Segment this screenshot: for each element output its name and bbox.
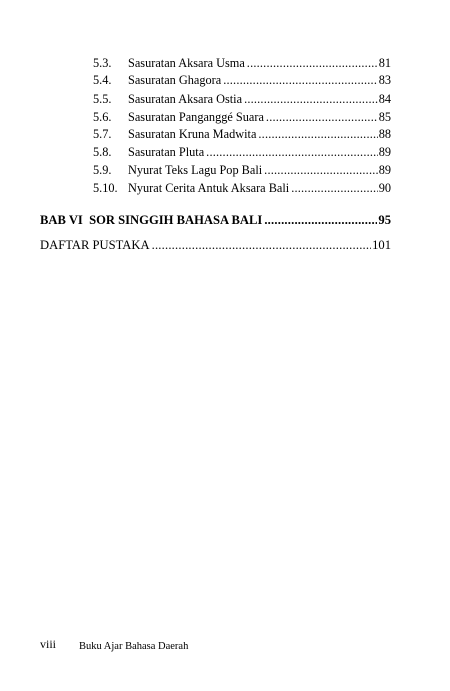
- toc-entry-5-5[interactable]: [93, 91, 391, 107]
- dot-leader: [152, 237, 372, 254]
- dot-leader: [223, 72, 377, 88]
- toc-entry-title: Nyurat Cerita Antuk Aksara Bali: [128, 181, 290, 195]
- page-number: viii: [40, 637, 57, 651]
- dot-leader: [264, 212, 377, 229]
- toc-bibliography-page: 101: [372, 238, 391, 252]
- toc-entry-5-9[interactable]: [93, 162, 391, 178]
- dot-leader: [264, 162, 378, 178]
- toc-bibliography[interactable]: [40, 237, 391, 254]
- dot-leader: [266, 109, 378, 125]
- toc-entry-title: Nyurat Teks Lagu Pop Bali: [128, 163, 263, 177]
- toc-entry-number: 5.9.: [93, 163, 112, 177]
- page-footer: [40, 636, 188, 652]
- toc-entry-page: 89: [378, 145, 391, 159]
- dot-leader: [247, 55, 378, 71]
- dot-leader: [258, 126, 377, 142]
- toc-entry-number: 5.4.: [93, 73, 112, 87]
- toc-chapter-6[interactable]: [40, 212, 391, 229]
- toc-entry-5-4[interactable]: [93, 72, 391, 88]
- toc-entry-number: 5.10.: [93, 181, 118, 195]
- toc-entry-5-3[interactable]: [93, 55, 391, 71]
- toc-bibliography-title: DAFTAR PUSTAKA: [40, 238, 150, 252]
- toc-entry-title: Sasuratan Ghagora: [128, 73, 222, 87]
- toc-entry-number: 5.3.: [93, 56, 112, 70]
- toc-entry-page: 88: [378, 127, 391, 141]
- toc-entry-number: 5.7.: [93, 127, 112, 141]
- toc-entry-title: Sasuratan Kruna Madwita: [128, 127, 257, 141]
- toc-chapter-title: BAB VI SOR SINGGIH BAHASA BALI: [40, 213, 263, 227]
- toc-entry-number: 5.8.: [93, 145, 112, 159]
- dot-leader: [206, 144, 378, 160]
- toc-entry-5-6[interactable]: [93, 109, 391, 125]
- toc-entry-number: 5.6.: [93, 110, 112, 124]
- dot-leader: [244, 91, 378, 107]
- toc-entry-page: 90: [378, 181, 391, 195]
- toc-entry-page: 89: [378, 163, 391, 177]
- toc-entry-5-10[interactable]: [93, 180, 391, 196]
- dot-leader: [291, 180, 378, 196]
- toc-entry-title: Sasuratan Pluta: [128, 145, 205, 159]
- toc-entry-page: 85: [378, 110, 391, 124]
- toc-entry-number: 5.5.: [93, 92, 112, 106]
- toc-entry-title: Sasuratan Aksara Usma: [128, 56, 245, 70]
- toc-chapter-page: 95: [378, 213, 391, 227]
- toc-entry-5-7[interactable]: [93, 126, 391, 142]
- toc-entry-title: Sasuratan Aksara Ostia: [128, 92, 243, 106]
- toc-entry-5-8[interactable]: [93, 144, 391, 160]
- toc-entry-title: Sasuratan Panganggé Suara: [128, 110, 264, 124]
- toc-entry-page: 81: [378, 56, 391, 70]
- book-title: Buku Ajar Bahasa Daerah: [79, 641, 189, 652]
- toc-entry-page: 84: [378, 92, 391, 106]
- toc-entry-page: 83: [378, 73, 391, 87]
